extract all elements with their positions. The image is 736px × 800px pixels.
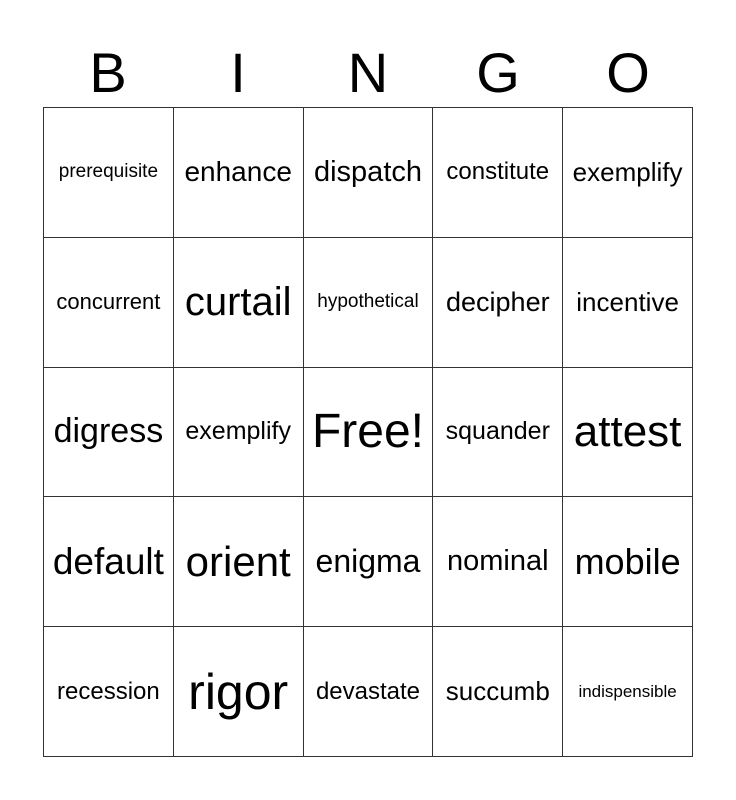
bingo-cell: curtail — [173, 237, 303, 367]
bingo-cell: prerequisite — [44, 108, 174, 238]
bingo-cell: nominal — [433, 497, 563, 627]
bingo-cell: hypothetical — [303, 237, 433, 367]
bingo-cell: squander — [433, 367, 563, 497]
bingo-cell: enhance — [173, 108, 303, 238]
bingo-cell: orient — [173, 497, 303, 627]
bingo-cell: indispensible — [563, 627, 693, 757]
bingo-cell: default — [44, 497, 174, 627]
bingo-cell: devastate — [303, 627, 433, 757]
bingo-cell: digress — [44, 367, 174, 497]
header-letter-i: I — [230, 41, 246, 104]
header-letter-o: O — [606, 41, 650, 104]
board-row — [44, 108, 693, 238]
bingo-cell: incentive — [563, 237, 693, 367]
header-letter-g: G — [476, 41, 520, 104]
bingo-cell: decipher — [433, 237, 563, 367]
bingo-cell: enigma — [303, 497, 433, 627]
bingo-cell: exemplify — [563, 108, 693, 238]
board-row — [44, 367, 693, 497]
header-letter-b: B — [89, 41, 127, 104]
bingo-cell: recession — [44, 627, 174, 757]
bingo-board — [43, 107, 693, 757]
bingo-cell: rigor — [173, 627, 303, 757]
bingo-cell: concurrent — [44, 237, 174, 367]
board-row — [44, 237, 693, 367]
header-letter-n: N — [347, 41, 389, 104]
bingo-cell: exemplify — [173, 367, 303, 497]
bingo-cell: dispatch — [303, 108, 433, 238]
bingo-header — [43, 40, 693, 106]
bingo-cell: attest — [563, 367, 693, 497]
bingo-cell: constitute — [433, 108, 563, 238]
board-row — [44, 497, 693, 627]
bingo-cell: succumb — [433, 627, 563, 757]
bingo-cell: mobile — [563, 497, 693, 627]
board-row — [44, 627, 693, 757]
free-space: Free! — [303, 367, 433, 497]
